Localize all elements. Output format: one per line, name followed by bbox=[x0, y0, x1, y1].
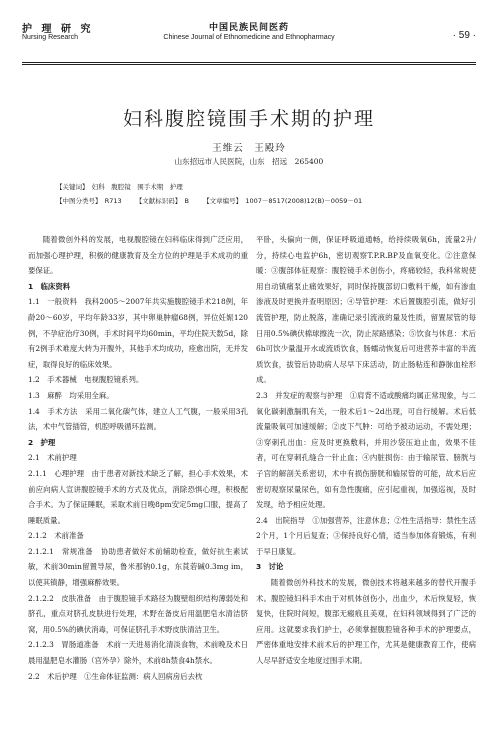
clc-number: 【中图分类号】 R713 bbox=[56, 197, 122, 205]
section-heading: 1 临床资料 bbox=[28, 281, 71, 291]
header-rule-top bbox=[22, 62, 476, 63]
paragraph: 2.1.1 心理护理 由于患者对新技术缺乏了解，担心手术效果，术前应向病人宣讲腹腔镜手术的方式及优点，消除恐惧心理，积极配合手术。为了保证睡眠，采取术前日晚8pm安定5mg口服，提高了睡眠质量。 bbox=[28, 468, 248, 525]
paragraph: 2.1 术前护理 bbox=[28, 453, 77, 463]
paragraph: 2.1.2 术前准备 bbox=[28, 531, 84, 541]
paragraph: 1.4 手术方法 采用二氧化碳气体，建立人工气腹，一般采用3孔法，术中气管插管，机腔呼吸循环监测。 bbox=[28, 406, 248, 432]
article-title: 妇科腹腔镜围手术期的护理 bbox=[122, 108, 375, 130]
paragraph: 1.1 一般资料 我科2005～2007年共实施腹腔镜手术218例，年龄20～60岁，平均年龄33岁，其中卵巢肿瘤68例，异位妊娠120例，不孕症治疗30例，手术时间平均60min，平均住院天数5d，除有2例手术难度大转为开腹外，其他手术均成功，痊愈出院，无并发症，取得良好的临床效果。 bbox=[28, 297, 248, 369]
paragraph: 2.3 并发症的观察与护理 ①肩背不适或酸痛均属正常现象，与二氧化碳刺激膈肌有关，一般术后1～2d出现，可自行缓解。术后低流量吸氧可加速缓解；②皮下气肿：可给予被动运动，不需处理；③穿刺孔出血：应及时更换敷料，并用沙袋压迫止血，效果不佳者，可在穿刺孔缝合一针止血；④内脏损伤：由于输尿管、膀胱与子宫的解剖关系密切，术中有损伤膀胱和输尿管的可能，故术后应密切观察尿量尿色，如有急性腹痛，应引起重视，加强巡视，及时发现，给予相应处理。 bbox=[256, 390, 476, 510]
paragraph: 2.1.2.2 皮肤准备 由于腹腔镜手术路径为腹壁组织结构薄弱处和脐孔，重点对脐孔皮肤进行处理，术野在备皮后用温肥皂水清洁脐窝，用0.5%的碘伏消毒，可保证脐孔手术野皮肤清洁卫生。 bbox=[28, 593, 248, 634]
paragraph: 2.1.2.3 胃肠道准备 术前一天进易消化清淡食物，术前晚及术日晨用温肥皂水灌肠（宫外孕）除外，术前8h禁食4h禁水。 bbox=[28, 640, 248, 666]
paragraph: 1.2 手术器械 电视腹腔镜系列。 bbox=[28, 375, 144, 385]
journal-name-cn: 中国民族民间医药 bbox=[208, 23, 289, 33]
paragraph: 2.2 术后护理 ①生命体征监测：病人回病房后去枕 bbox=[28, 671, 203, 681]
journal-name-en: Chinese Journal of Ethnomedicine and Ethnopharmacy bbox=[163, 34, 335, 41]
article-id: 【文章编号】 1007－8517(2008)12(B)－0059－01 bbox=[203, 197, 363, 205]
paragraph: 2.4 出院指导 ①加强营养，注意休息；②性生活指导：禁性生活2个月，1个月后复查；③保持良好心情，适当参加体育锻炼，有利于早日康复。 bbox=[256, 515, 476, 556]
paragraph: 2.1.2.1 常规准备 协助患者做好术前辅助检查，做好抗生素试敏，术前30min留置导尿，鲁米那钠0.1g，东莨菪碱0.3mg im，以使其镇静，增强麻醉效果。 bbox=[28, 546, 248, 588]
section-heading: 3 讨论 bbox=[256, 562, 284, 572]
running-header bbox=[22, 20, 476, 68]
journal-section-en: Nursing Research bbox=[22, 34, 79, 41]
keywords-line bbox=[56, 182, 195, 191]
header-rule-bottom bbox=[22, 64, 476, 65]
left-column bbox=[28, 232, 248, 684]
right-column bbox=[256, 232, 476, 669]
paragraph: 随着微创外科技术的发展，微创技术将越来越多的替代开腹手术。腹腔镜妇科手术由于对机体创伤小，出血少，术后恢复轻，恢复快，住院时间短，腹部无瘢痕且美观，在妇科领域得到了广泛的应用。这就要求我们护士，必须掌握腹腔镜各种手术的护理要点，严密体重地安排术前术后的护理工作，尤其是健康教育工作，使病人尽早舒适安全地度过围手术期。 bbox=[256, 578, 476, 666]
article-affiliation: 山东招远市人民医院，山东 招远 265400 bbox=[174, 157, 324, 166]
keywords: 【关键词】 妇科 腹腔镜 围手术期 护理 bbox=[56, 183, 183, 191]
journal-section-cn: 护 理 研 究 bbox=[22, 24, 94, 35]
article-authors: 王维云 王殿玲 bbox=[212, 143, 286, 154]
classification-line bbox=[56, 196, 374, 205]
paragraph: 平卧，头偏向一侧，保证呼吸道通畅，给持续吸氧6h，流量2升/分，持续心电监护6h，密切观察T.P.R.BP及血氧变化。②注意保暖：③腹部体征观察：腹腔镜手术创伤小，疼痛较轻，我科常规使用自动镇痛泵止痛效果好，同时保持腹部切口敷料干燥，如有渗血渗液及时更换并查明原因；④导管护理：术后置腹腔引流，做好引流管护理，防止脱落，准确记录引流液的量及性质，留置尿管的每日用0.5%碘伏棉球擦洗一次，防止尿路感染；⑤饮食与休息：术后6h可饮少量温开水或流质饮食，肠蠕动恢复后可进营养丰富的半流质饮食，拔管后协助病人尽早下床活动，防止肠粘连和静脉血栓形成。 bbox=[256, 235, 476, 385]
section-heading: 2 护理 bbox=[28, 437, 56, 447]
paragraph: 1.3 麻醉 均采用全麻。 bbox=[28, 390, 114, 400]
document-code: 【文献标识码】 B bbox=[135, 197, 189, 205]
page-number: · 59 · bbox=[452, 30, 476, 41]
paragraph: 随着微创外科的发展，电视腹腔镜在妇科临床得到广泛应用，而加强心理护理，积极的健康教育及全方位的护理是手术成功的重要保证。 bbox=[28, 235, 248, 276]
